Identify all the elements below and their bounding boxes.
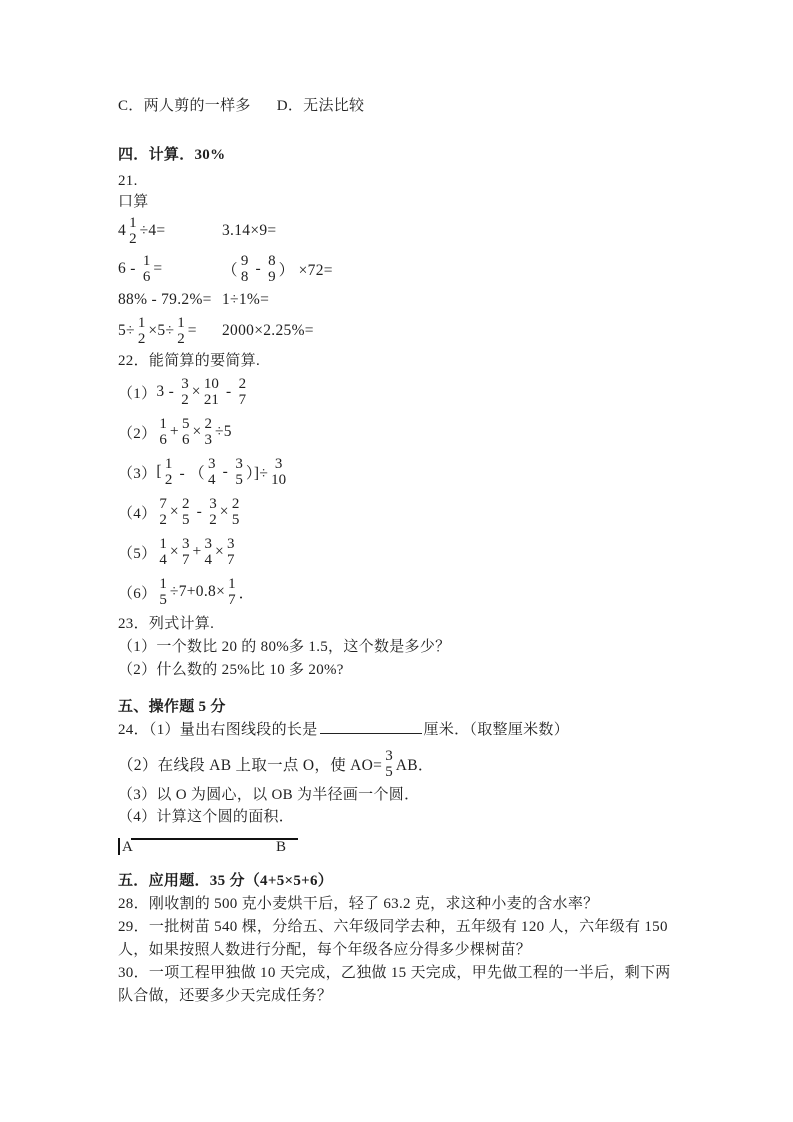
simplify-item: [118, 573, 681, 611]
math-text: -: [192, 503, 207, 520]
simplify-item: [118, 373, 681, 411]
fraction: [205, 416, 213, 448]
option-c: C．两人剪的一样多: [118, 98, 251, 114]
oral-calc-label: 口算: [118, 194, 149, 210]
math-text: （: [222, 262, 238, 279]
answer-options-line: [118, 95, 681, 118]
math-text: ×5÷: [148, 322, 175, 339]
math-text: ×: [191, 383, 201, 400]
fraction-denominator: 2: [177, 331, 185, 347]
question-24-line1: [118, 719, 681, 742]
math-text: （2）在线段 AB 上取一点 O，使 AO=: [118, 757, 383, 774]
math-text: ÷5: [215, 423, 232, 440]
math-expression: [118, 315, 222, 347]
section-4-heading: 四．计算．30%: [118, 147, 226, 163]
segment-tick: [118, 838, 120, 855]
fraction: [235, 456, 243, 488]
fraction: [159, 536, 167, 568]
math-text: +: [169, 423, 179, 440]
fraction-denominator: 6: [159, 432, 167, 448]
fraction-numerator: 9: [240, 253, 249, 269]
question-23-heading: 23．列式计算.: [118, 616, 215, 632]
fraction: [239, 376, 247, 408]
fraction-numerator: 1: [137, 315, 146, 331]
fraction: [177, 315, 185, 347]
math-text: 3.14×9=: [222, 222, 277, 239]
fraction: [268, 253, 276, 285]
fraction: [129, 215, 137, 247]
segment-label-a: A: [122, 839, 133, 855]
fraction-denominator: 6: [181, 432, 190, 448]
question-24-line2: [118, 744, 681, 784]
fraction-denominator: 3: [204, 432, 212, 448]
fraction: [143, 253, 151, 285]
section-5-application-heading: 五．应用题．35 分（4+5×5+6）: [118, 873, 334, 889]
fraction-numerator: 3: [209, 496, 217, 512]
oral-calc-row: [118, 288, 681, 312]
fraction-denominator: 5: [235, 472, 243, 488]
option-d: D．无法比较: [276, 98, 365, 114]
item-label: （6）: [118, 585, 157, 602]
fraction-numerator: 3: [274, 456, 283, 472]
q24-line1-post: 厘米．（取整厘米数）: [423, 722, 570, 738]
fraction-numerator: 1: [159, 536, 167, 552]
fraction-denominator: 9: [268, 269, 276, 285]
fraction-numerator: 3: [235, 456, 243, 472]
oral-calc-row: [118, 250, 681, 288]
fraction-numerator: 10: [203, 376, 219, 392]
question-24-line4: （4）计算这个圆的面积．: [118, 809, 295, 825]
fraction-denominator: 7: [227, 552, 235, 568]
fraction: [205, 536, 213, 568]
math-expression: [156, 376, 249, 408]
simplify-item: [118, 493, 681, 531]
fraction: [209, 496, 217, 528]
math-text: -: [218, 463, 233, 480]
fraction-denominator: 2: [159, 512, 167, 528]
math-expression: [118, 215, 222, 247]
math-expression: [222, 222, 681, 240]
fraction-numerator: 1: [164, 456, 173, 472]
fraction-numerator: 1: [177, 315, 185, 331]
question-22-heading: 22．能简算的要简算.: [118, 353, 261, 369]
math-text: 1÷1%=: [222, 291, 270, 308]
math-expression: [156, 536, 237, 568]
oral-calc-row: [118, 312, 681, 350]
fraction-numerator: 1: [159, 416, 167, 432]
fraction-numerator: 5: [181, 416, 190, 432]
fraction-denominator: 21: [203, 392, 219, 408]
math-text: AB．: [395, 757, 434, 774]
math-expression: [156, 456, 289, 488]
fraction-denominator: 4: [204, 552, 212, 568]
fraction: [227, 536, 235, 568]
fraction-denominator: 5: [181, 512, 190, 528]
math-text: ×: [169, 543, 179, 560]
fraction: [182, 536, 190, 568]
fraction-numerator: 3: [181, 536, 190, 552]
fraction-numerator: 1: [159, 576, 167, 592]
question-24-line3: （3）以 O 为圆心，以 OB 为半径画一个圆．: [118, 787, 420, 803]
math-expression: [156, 416, 231, 448]
item-label: （4）: [118, 505, 157, 522]
fraction-denominator: 4: [159, 552, 167, 568]
math-text: 6 -: [118, 260, 140, 277]
simplify-list: [118, 373, 681, 611]
question-23-item: （2）什么数的 25%比 10 多 20%?: [118, 662, 344, 678]
fraction-numerator: 3: [181, 376, 189, 392]
fraction-denominator: 7: [181, 552, 190, 568]
fraction-numerator: 2: [181, 496, 190, 512]
math-text: ÷7+0.8×: [169, 583, 226, 600]
math-text: 2000×2.25%=: [222, 322, 314, 339]
simplify-item: [118, 453, 681, 491]
fraction-denominator: 2: [137, 331, 146, 347]
math-text: [: [156, 463, 162, 480]
fraction-denominator: 2: [129, 231, 137, 247]
math-text: ）]÷: [245, 465, 269, 482]
word-problem-28: 28．刚收割的 500 克小麦烘干后，轻了 63.2 克，求这种小麦的含水率？: [118, 896, 599, 912]
fraction-numerator: 2: [231, 496, 240, 512]
fraction-denominator: 5: [385, 764, 393, 780]
math-expression: [118, 748, 434, 780]
segment-label-b: B: [276, 839, 287, 855]
math-text: ×: [192, 423, 202, 440]
fraction: [385, 748, 393, 780]
fraction-denominator: 5: [231, 512, 240, 528]
math-expression: [118, 291, 222, 309]
simplify-item: [118, 413, 681, 451]
fraction-numerator: 2: [238, 376, 247, 392]
fraction-numerator: 1: [142, 253, 151, 269]
fraction: [159, 576, 167, 608]
math-text: ×: [219, 503, 229, 520]
fraction-numerator: 3: [204, 536, 212, 552]
item-label: （5）: [118, 545, 157, 562]
fraction-numerator: 7: [159, 496, 167, 512]
fraction: [271, 456, 286, 488]
oral-calc-grid: [118, 212, 681, 350]
fraction-denominator: 4: [208, 472, 216, 488]
fraction-numerator: 3: [227, 536, 235, 552]
q24-line1-pre: 24．（1）量出右图线段的长是: [118, 722, 318, 738]
item-label: （2）: [118, 425, 157, 442]
fraction: [159, 416, 167, 448]
math-text: ×: [215, 543, 225, 560]
math-expression: [118, 253, 222, 285]
fraction-denominator: 10: [271, 472, 287, 488]
oral-calc-row: [118, 212, 681, 250]
fraction-denominator: 7: [238, 392, 247, 408]
item-label: （3）: [118, 465, 157, 482]
math-text: 3 -: [156, 383, 179, 400]
math-text: -: [251, 260, 266, 277]
fraction: [204, 376, 219, 408]
fraction-denominator: 2: [181, 392, 189, 408]
segment-line: [131, 838, 298, 840]
fraction: [165, 456, 173, 488]
fraction-numerator: 3: [208, 456, 216, 472]
fraction: [181, 376, 189, 408]
math-text: ．: [238, 585, 255, 602]
fraction-denominator: 2: [164, 472, 173, 488]
math-text: =: [187, 322, 197, 339]
simplify-item: [118, 533, 681, 571]
fraction-numerator: 1: [129, 215, 137, 231]
math-expression: [156, 576, 254, 608]
fraction-denominator: 2: [209, 512, 217, 528]
fraction-numerator: 2: [204, 416, 212, 432]
fraction-denominator: 6: [142, 269, 151, 285]
math-text: 5÷: [118, 322, 135, 339]
math-expression: [222, 291, 681, 309]
math-text: 4: [118, 222, 127, 239]
question-23-item: （1）一个数比 20 的 80%多 1.5，这个数是多少？: [118, 639, 451, 655]
fraction-denominator: 8: [240, 269, 249, 285]
math-text: =: [153, 260, 163, 277]
math-text: - （: [175, 465, 205, 482]
fraction: [159, 496, 167, 528]
fraction-denominator: 5: [159, 592, 167, 608]
math-expression: [156, 496, 242, 528]
line-segment-figure: [118, 838, 298, 860]
fraction: [232, 496, 240, 528]
math-text: ×: [169, 503, 179, 520]
fraction-numerator: 1: [228, 576, 236, 592]
word-problem-29: 29．一批树苗 540 棵，分给五、六年级同学去种，五年级有 120 人，六年级有 150 人，如果按照人数进行分配，每个年级各应分得多少棵树苗？: [118, 919, 668, 958]
math-text: +: [192, 543, 202, 560]
answer-blank: [320, 730, 422, 734]
fraction: [138, 315, 146, 347]
fraction: [228, 576, 236, 608]
question-21-number: 21.: [118, 173, 138, 189]
math-expression: [222, 253, 681, 285]
math-text: -: [221, 383, 236, 400]
math-expression: [222, 322, 681, 340]
math-text: ） ×72=: [278, 262, 333, 279]
item-label: （1）: [118, 385, 157, 402]
fraction: [182, 496, 190, 528]
fraction-numerator: 3: [385, 748, 393, 764]
fraction: [241, 253, 249, 285]
section-5-operation-heading: 五、操作题 5 分: [118, 699, 226, 715]
fraction-numerator: 8: [268, 253, 276, 269]
math-text: 88% - 79.2%=: [118, 291, 212, 308]
fraction: [182, 416, 190, 448]
word-problem-30: 30．一项工程甲独做 10 天完成，乙独做 15 天完成，甲先做工程的一半后，剩下两队合做，还要多少天完成任务？: [118, 965, 671, 1004]
fraction-denominator: 7: [228, 592, 236, 608]
fraction: [208, 456, 216, 488]
math-text: ÷4=: [139, 222, 166, 239]
